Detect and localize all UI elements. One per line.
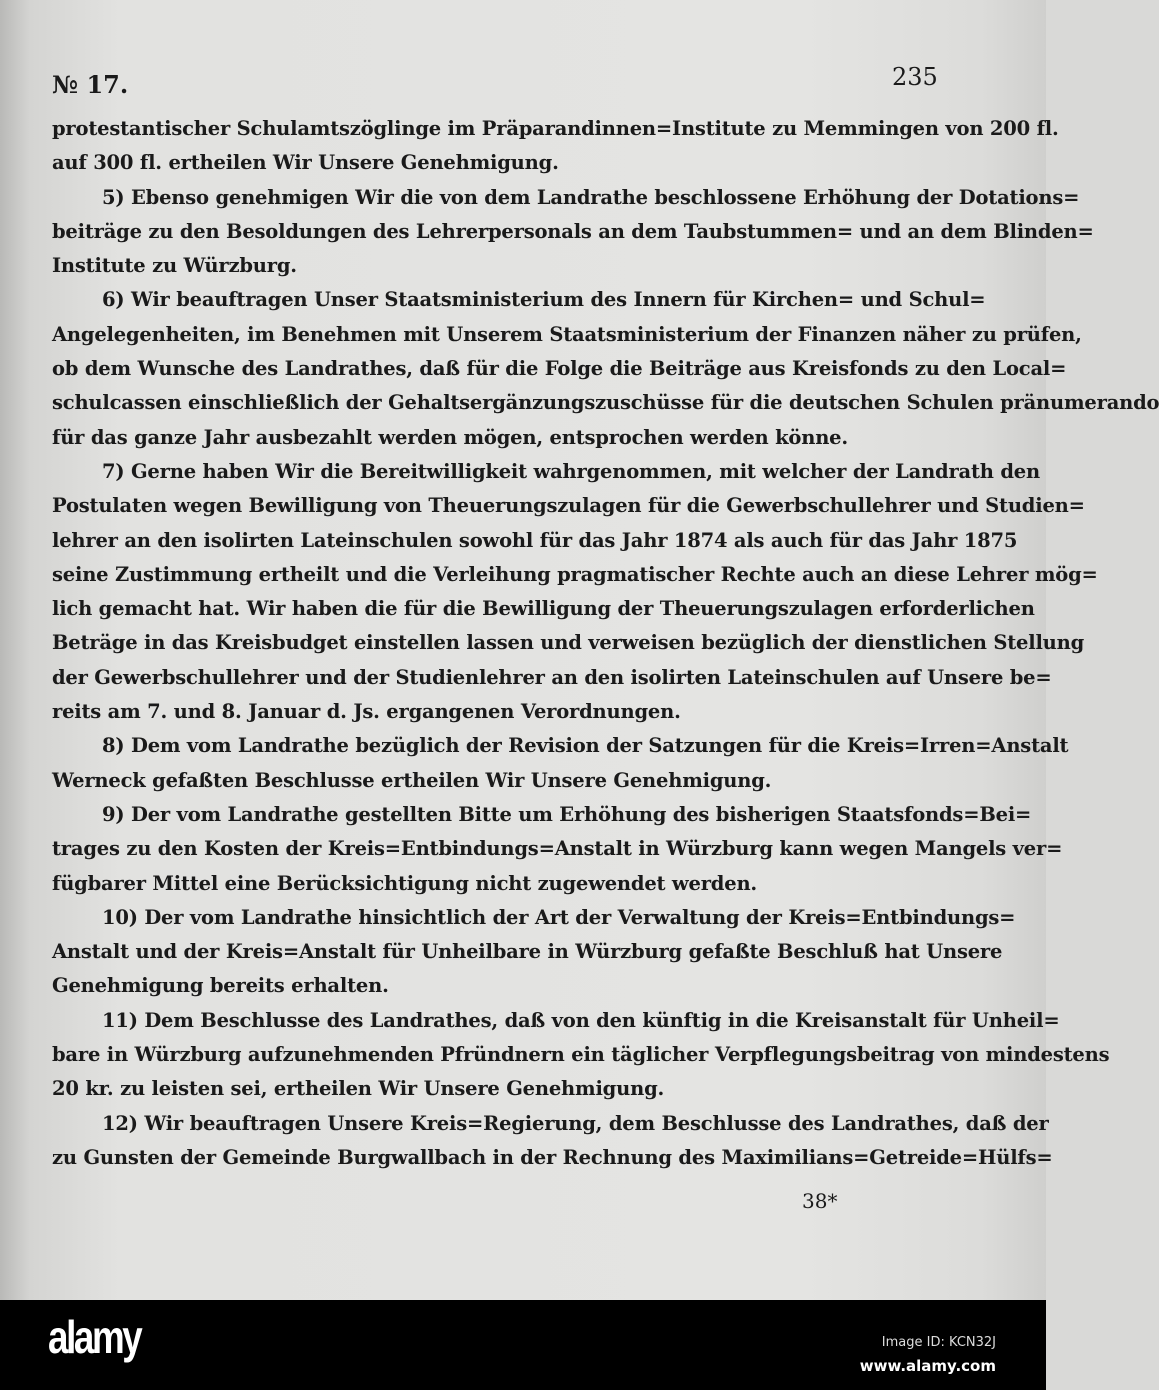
alamy-logo: alamy bbox=[48, 1311, 141, 1363]
signature-mark: 38* bbox=[802, 1189, 838, 1213]
text-line: lich gemacht hat. Wir haben die für die Bewilligung der Theuerungszulagen erforderlichen bbox=[52, 597, 1035, 621]
text-line: 12) Wir beauftragen Unsere Kreis=Regierung, dem Beschlusse des Landrathes, daß der bbox=[102, 1111, 1049, 1135]
image-id: Image ID: KCN32J bbox=[881, 1335, 996, 1350]
text-line: 5) Ebenso genehmigen Wir die von dem Landrathe beschlossene Erhöhung der Dotations= bbox=[102, 185, 1080, 209]
text-line: Werneck gefaßten Beschlusse ertheilen Wir Unsere Genehmigung. bbox=[52, 768, 772, 792]
page-body bbox=[52, 112, 1159, 1175]
text-line: 6) Wir beauftragen Unser Staatsministerium des Innern für Kirchen= und Schul= bbox=[102, 288, 986, 312]
watermark-url: www.alamy.com bbox=[859, 1357, 996, 1375]
text-line: 9) Der vom Landrathe gestellten Bitte um Erhöhung des bisherigen Staatsfonds=Bei= bbox=[102, 802, 1032, 826]
text-line: für das ganze Jahr ausbezahlt werden mögen, entsprochen werden könne. bbox=[52, 425, 848, 449]
watermark-bar bbox=[0, 1300, 1046, 1390]
text-line: auf 300 fl. ertheilen Wir Unsere Genehmigung. bbox=[52, 151, 559, 175]
text-line: Institute zu Würzburg. bbox=[52, 254, 297, 278]
text-line: Genehmigung bereits erhalten. bbox=[52, 974, 389, 998]
issue-number: № 17. bbox=[52, 70, 129, 99]
text-line: bare in Würzburg aufzunehmenden Pfründnern ein täglicher Verpflegungsbeitrag von mindestens bbox=[52, 1043, 1110, 1067]
text-line: Angelegenheiten, im Benehmen mit Unserem Staatsministerium der Finanzen näher zu prüfen, bbox=[52, 322, 1082, 346]
text-line: ob dem Wunsche des Landrathes, daß für die Folge die Beiträge aus Kreisfonds zu den Local= bbox=[52, 357, 1067, 381]
page-number: 235 bbox=[892, 63, 938, 91]
text-line: schulcassen einschließlich der Gehaltsergänzungszuschüsse für die deutschen Schulen pränumerando bbox=[52, 391, 1159, 415]
text-line: lehrer an den isolirten Lateinschulen sowohl für das Jahr 1874 als auch für das Jahr 1875 bbox=[52, 528, 1018, 552]
text-line: 7) Gerne haben Wir die Bereitwilligkeit wahrgenommen, mit welcher der Landrath den bbox=[102, 459, 1040, 483]
text-line: Anstalt und der Kreis=Anstalt für Unheilbare in Würzburg gefaßte Beschluß hat Unsere bbox=[52, 940, 1003, 964]
text-line: Postulaten wegen Bewilligung von Theuerungszulagen für die Gewerbschullehrer und Studien= bbox=[52, 494, 1085, 518]
text-line: der Gewerbschullehrer und der Studienlehrer an den isolirten Lateinschulen auf Unsere be= bbox=[52, 665, 1052, 689]
text-line: 11) Dem Beschlusse des Landrathes, daß von den künftig in die Kreisanstalt für Unheil= bbox=[102, 1008, 1060, 1032]
text-line: protestantischer Schulamtszöglinge im Präparandinnen=Institute zu Memmingen von 200 fl. bbox=[52, 117, 1059, 140]
text-line: Beträge in das Kreisbudget einstellen lassen und verweisen bezüglich der dienstlichen Stellung bbox=[52, 631, 1085, 655]
text-line: 10) Der vom Landrathe hinsichtlich der Art der Verwaltung der Kreis=Entbindungs= bbox=[102, 905, 1016, 929]
text-line: seine Zustimmung ertheilt und die Verleihung pragmatischer Rechte auch an diese Lehrer mög= bbox=[52, 562, 1098, 586]
text-line: fügbarer Mittel eine Berücksichtigung nicht zugewendet werden. bbox=[52, 871, 758, 895]
text-line: zu Gunsten der Gemeinde Burgwallbach in der Rechnung des Maximilians=Getreide=Hülfs= bbox=[52, 1145, 1053, 1169]
text-line: reits am 7. und 8. Januar d. Js. ergangenen Verordnungen. bbox=[52, 700, 681, 724]
text-line: 8) Dem vom Landrathe bezüglich der Revision der Satzungen für die Kreis=Irren=Anstalt bbox=[102, 734, 1069, 758]
text-line: 20 kr. zu leisten sei, ertheilen Wir Unsere Genehmigung. bbox=[52, 1077, 665, 1101]
text-line: beiträge zu den Besoldungen des Lehrerpersonals an dem Taubstummen= und an dem Blinden= bbox=[52, 219, 1094, 243]
text-line: trages zu den Kosten der Kreis=Entbindungs=Anstalt in Würzburg kann wegen Mangels ver= bbox=[52, 837, 1063, 861]
